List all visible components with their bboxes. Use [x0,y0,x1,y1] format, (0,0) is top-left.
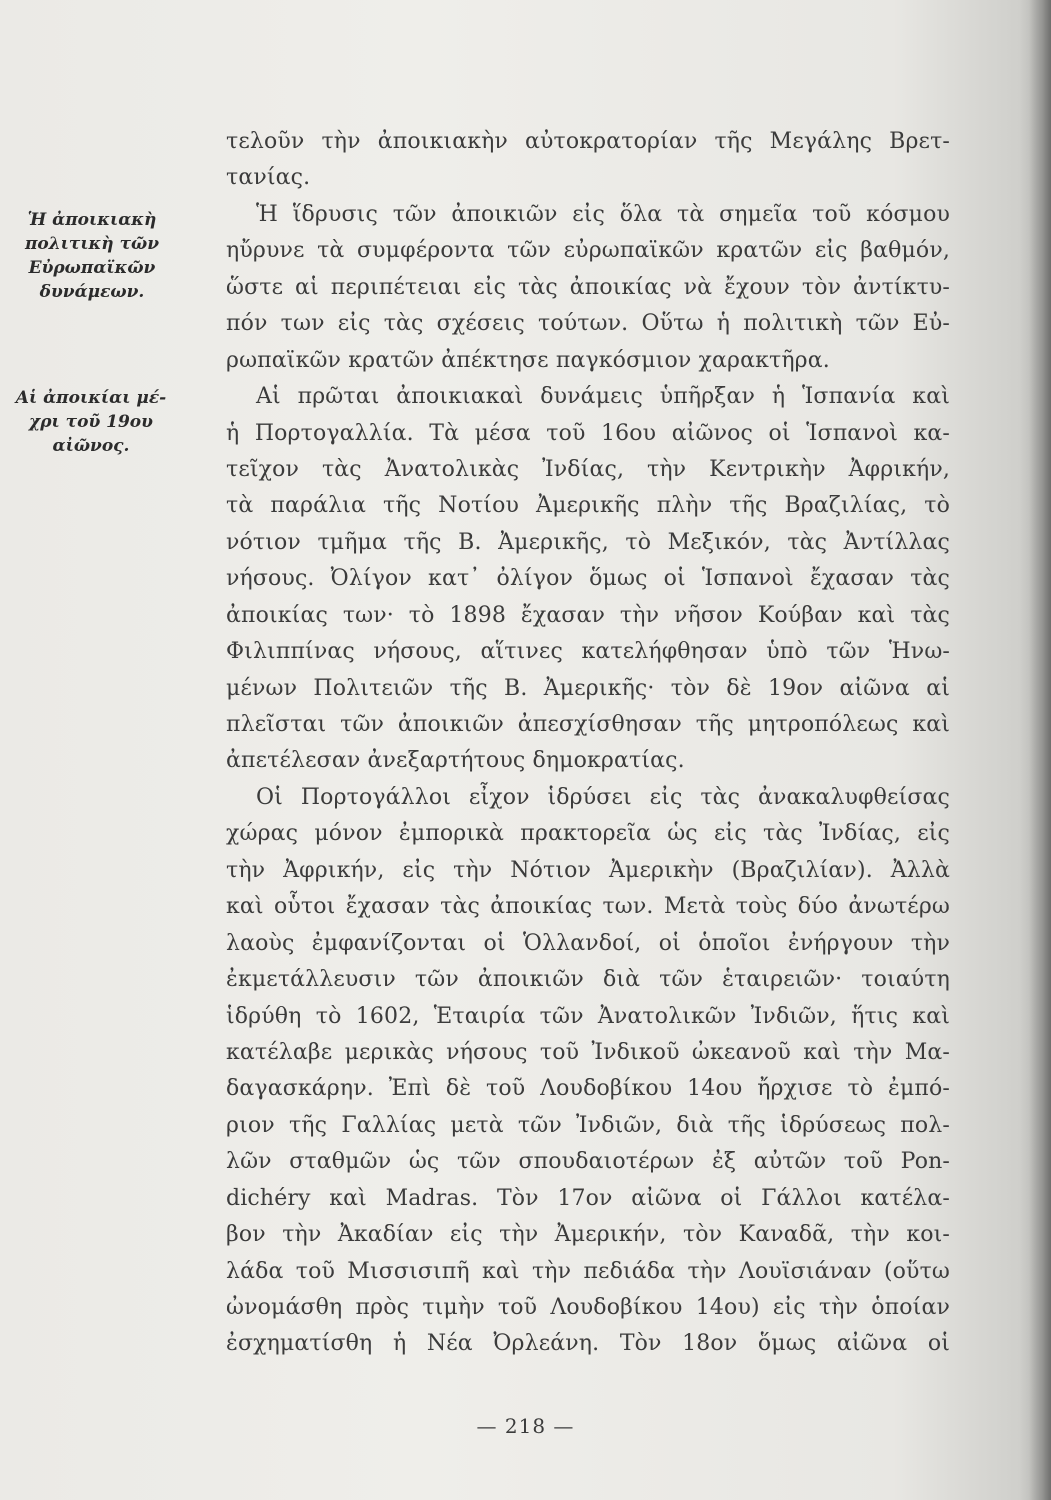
text-line: λῶν σταθμῶν ὡς τῶν σπουδαιοτέρων ἐξ αὐτῶν τοῦ Pon- [226,1149,950,1175]
text-line: νότιον τμῆμα τῆς Β. Ἀμερικῆς, τὸ Μεξικόν, τὰς Ἀντίλλας [226,529,950,555]
page-number: — 218 — [476,1414,575,1438]
text-line: ὥστε αἱ περιπέτειαι εἰς τὰς ἀποικίας νὰ ἔχουν τὸν ἀντίκτυ- [226,274,950,300]
text-line: πλεῖσται τῶν ἀποικιῶν ἀπεσχίσθησαν τῆς μητροπόλεως καὶ [226,712,950,737]
body-text [226,124,950,1363]
text-line: dichéry καὶ Madras. Τὸν 17ον αἰῶνα οἱ Γάλλοι κατέλα- [226,1185,950,1211]
text-line: ἀποικίας των· τὸ 1898 ἔχασαν τὴν νῆσον Κούβαν καὶ τὰς [226,602,950,628]
text-line: ἐσχηματίσθη ἡ Νέα Ὀρλεάνη. Τὸν 18ον ὅμως αἰῶνα οἱ [226,1331,950,1357]
text-line: χώρας μόνον ἐμπορικὰ πρακτορεῖα ὡς εἰς τὰς Ἰνδίας, εἰς [226,821,950,847]
text-line: τεῖχον τὰς Ἀνατολικὰς Ἰνδίας, τὴν Κεντρικὴν Ἀφρικήν, [226,456,950,482]
book-spine-shadow [1029,0,1051,1500]
text-line: βον τὴν Ἀκαδίαν εἰς τὴν Ἀμερικήν, τὸν Καναδᾶ, τὴν κοι- [226,1222,950,1248]
margin-note-colonies-19th-century [0,386,182,458]
text-line: τὰ παράλια τῆς Νοτίου Ἀμερικῆς πλὴν τῆς Βραζιλίας, τὸ [226,493,950,519]
margin-note-line: Ἡ ἀποικιακὴ [27,210,157,230]
text-line: μένων Πολιτειῶν τῆς Β. Ἀμερικῆς· τὸν δὲ 19ον αἰῶνα αἱ [226,675,950,701]
text-line: δαγασκάρην. Ἐπὶ δὲ τοῦ Λουδοβίκου 14ου ἤρχισε τὸ ἐμπό- [226,1076,950,1102]
text-line: καὶ οὗτοι ἔχασαν τὰς ἀποικίας των. Μετὰ τοὺς δύο ἀνωτέρω [226,894,950,920]
text-line: Αἱ πρῶται ἀποικιακαὶ δυνάμεις ὑπῆρξαν ἡ Ἱσπανία καὶ [256,384,950,410]
text-line: Φιλιππίνας νήσους, αἵτινες κατελήφθησαν ὑπὸ τῶν Ἡνω- [226,639,950,665]
margin-note-line: Εὐρωπαϊκῶν [28,258,156,278]
text-line: ἡ Πορτογαλλία. Τὰ μέσα τοῦ 16ου αἰῶνος οἱ Ἱσπανοὶ κα- [226,420,950,446]
text-line: ριον τῆς Γαλλίας μετὰ τῶν Ἰνδιῶν, διὰ τῆς ἱδρύσεως πολ- [226,1112,950,1138]
margin-note-colonial-policy [2,208,182,304]
margin-note-line: αἰῶνος. [52,436,130,456]
margin-note-line: δυνάμεων. [39,282,145,302]
text-line: ὠνομάσθη πρὸς τιμὴν τοῦ Λουδοβίκου 14ου) εἰς τὴν ὁποίαν [226,1295,950,1320]
text-line: κατέλαβε μερικὰς νήσους τοῦ Ἰνδικοῦ ὠκεανοῦ καὶ τὴν Μα- [226,1039,950,1065]
text-line: Ἡ ἵδρυσις τῶν ἀποικιῶν εἰς ὅλα τὰ σημεῖα τοῦ κόσμου [256,201,950,227]
text-line: τελοῦν τὴν ἀποικιακὴν αὐτοκρατορίαν τῆς Μεγάλης Βρετ- [226,129,950,154]
text-line: ἱδρύθη τὸ 1602, Ἑταιρία τῶν Ἀνατολικῶν Ἰνδιῶν, ἥτις καὶ [226,1003,950,1029]
text-line: ρωπαϊκῶν κρατῶν ἀπέκτησε παγκόσμιον χαρακτῆρα. [226,347,830,373]
text-line: νήσους. Ὀλίγον κατ᾽ ὀλίγον ὅμως οἱ Ἱσπανοὶ ἔχασαν τὰς [226,566,950,592]
text-line: ἀπετέλεσαν ἀνεξαρτήτους δημοκρατίας. [226,748,685,774]
text-line: λαοὺς ἐμφανίζονται οἱ Ὁλλανδοί, οἱ ὁποῖοι ἐνήργουν τὴν [226,930,950,956]
margin-note-line: πολιτικὴ τῶν [24,234,160,254]
margin-note-line: χρι τοῦ 19ου [29,412,153,432]
text-line: ἐκμετάλλευσιν τῶν ἀποικιῶν διὰ τῶν ἑταιρειῶν· τοιαύτη [226,967,950,993]
text-line: πόν των εἰς τὰς σχέσεις τούτων. Οὕτω ἡ πολιτικὴ τῶν Εὐ- [226,311,950,337]
margin-note-line: Αἱ ἀποικίαι μέ- [15,388,167,408]
text-line: τὴν Ἀφρικήν, εἰς τὴν Νότιον Ἀμερικὴν (Βραζιλίαν). Ἀλλὰ [226,857,950,883]
text-line: ηὔρυνε τὰ συμφέροντα τῶν εὐρωπαϊκῶν κρατῶν εἰς βαθμόν, [226,238,950,264]
text-line: τανίας. [226,165,311,191]
text-line: λάδα τοῦ Μισσισιπῆ καὶ τὴν πεδιάδα τὴν Λουϊσιάναν (οὕτω [226,1258,950,1284]
text-line: Οἱ Πορτογάλλοι εἶχον ἱδρύσει εἰς τὰς ἀνακαλυφθείσας [256,784,950,810]
